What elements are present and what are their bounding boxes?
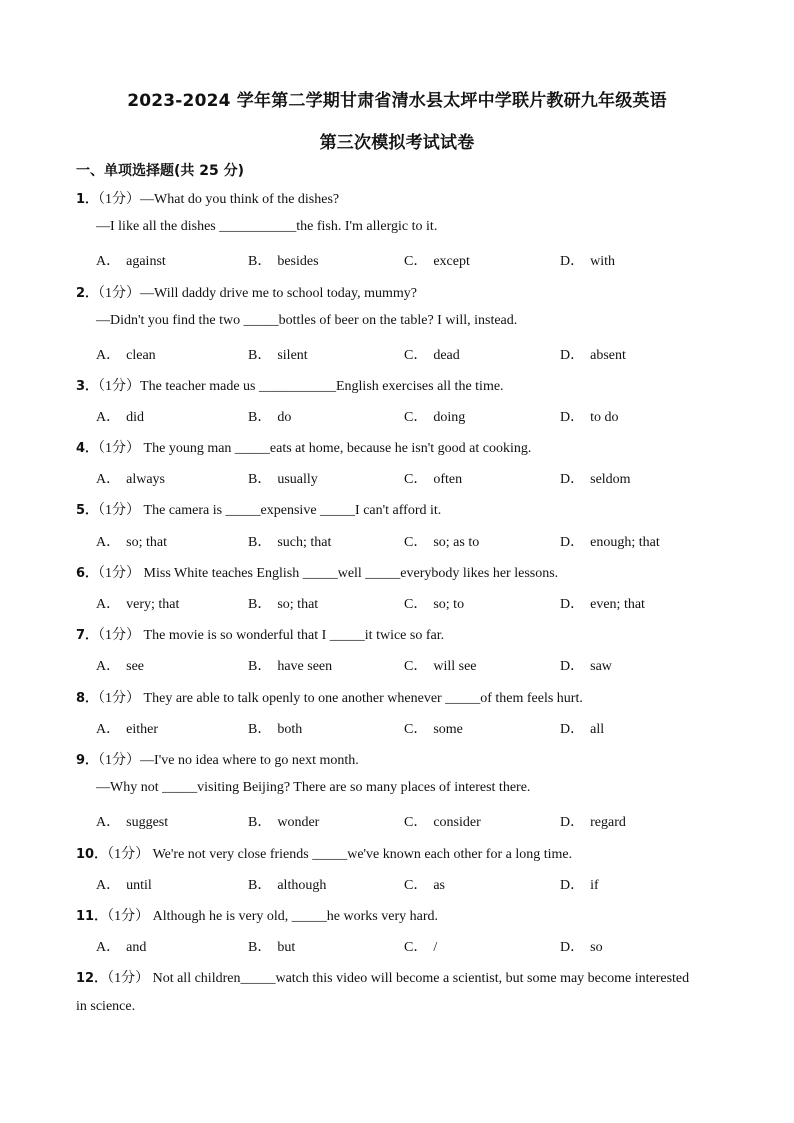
option-b: [248, 593, 318, 613]
question-text: Miss White teaches English _____well _____everybody likes her lessons.: [140, 566, 559, 581]
question-10-stem: [76, 843, 572, 863]
option-a: [96, 874, 152, 894]
option-text: although: [277, 878, 327, 893]
option-text: so; to: [433, 597, 465, 612]
question-text: They are able to talk openly to one another whenever _____of them feels hurt.: [140, 691, 583, 706]
option-label: B．: [248, 940, 272, 955]
option-label: B．: [248, 722, 272, 737]
option-label: D．: [560, 815, 585, 830]
question-5-stem: [76, 499, 441, 519]
question-text: Not all children_____watch this video will become a scientist, but some may become interested: [149, 971, 690, 986]
option-text: with: [590, 254, 616, 269]
option-text: regard: [590, 815, 626, 830]
option-label: D．: [560, 348, 585, 363]
question-number: 7．: [76, 628, 99, 643]
option-text: some: [433, 722, 463, 737]
option-text: often: [433, 472, 463, 487]
option-d: [560, 468, 631, 488]
option-text: absent: [590, 348, 626, 363]
question-text: —What do you think of the dishes?: [140, 192, 340, 207]
question-score: （1分）: [98, 691, 141, 706]
option-text: so: [590, 940, 603, 955]
question-text: —Will daddy drive me to school today, mummy?: [140, 286, 417, 301]
question-number: 11．: [76, 909, 108, 924]
option-label: C．: [404, 878, 428, 893]
option-text: /: [433, 940, 438, 955]
option-label: A．: [96, 472, 121, 487]
question-1-stem: [76, 188, 339, 208]
option-d: [560, 874, 599, 894]
exam-title-line2: 第三次模拟考试试卷: [319, 133, 475, 153]
option-a: [96, 531, 167, 551]
option-d: [560, 655, 612, 675]
option-text: enough; that: [590, 535, 660, 550]
option-label: A．: [96, 535, 121, 550]
option-label: D．: [560, 940, 585, 955]
option-a: [96, 936, 146, 956]
option-c: [404, 811, 481, 831]
question-score: （1分）: [107, 847, 150, 862]
option-text: silent: [277, 348, 308, 363]
section-heading: 一、单项选择题(共 25 分): [76, 163, 245, 179]
question-text: The teacher made us ___________English exercises all the time.: [140, 379, 504, 394]
option-label: C．: [404, 815, 428, 830]
option-text: so; that: [277, 597, 319, 612]
option-b: [248, 531, 331, 551]
option-text: will see: [433, 659, 477, 674]
option-label: B．: [248, 815, 272, 830]
option-label: C．: [404, 597, 428, 612]
question-text: Although he is very old, _____he works very hard.: [149, 909, 438, 924]
option-a: [96, 344, 156, 364]
question-2-stem: [76, 282, 417, 302]
question-6-stem: [76, 562, 558, 582]
option-text: against: [126, 254, 166, 269]
option-text: all: [590, 722, 605, 737]
question-number: 6．: [76, 566, 99, 581]
option-d: [560, 936, 603, 956]
option-c: [404, 531, 479, 551]
option-text: see: [126, 659, 145, 674]
option-text: to do: [590, 410, 619, 425]
option-b: [248, 936, 295, 956]
option-text: and: [126, 940, 147, 955]
option-d: [560, 250, 615, 270]
option-d: [560, 811, 626, 831]
question-score: （1分）: [107, 971, 150, 986]
option-a: [96, 250, 166, 270]
option-text: did: [126, 410, 145, 425]
option-d: [560, 718, 604, 738]
option-text: suggest: [126, 815, 169, 830]
question-9-line: —Why not _____visiting Beijing? There are so many places of interest there.: [96, 780, 531, 795]
question-text: The camera is _____expensive _____I can't afford it.: [140, 503, 442, 518]
question-score: （1分）: [98, 286, 141, 301]
option-text: consider: [433, 815, 481, 830]
question-9-stem: [76, 749, 359, 769]
option-text: either: [126, 722, 158, 737]
question-score: （1分）: [98, 628, 141, 643]
option-text: do: [277, 410, 292, 425]
option-label: D．: [560, 410, 585, 425]
question-score: （1分）: [98, 503, 141, 518]
option-label: C．: [404, 535, 428, 550]
question-number: 2．: [76, 286, 99, 301]
option-c: [404, 406, 465, 426]
option-d: [560, 406, 619, 426]
option-a: [96, 655, 144, 675]
option-label: D．: [560, 254, 585, 269]
question-3-stem: [76, 375, 504, 395]
option-b: [248, 874, 326, 894]
option-label: D．: [560, 722, 585, 737]
question-8-stem: [76, 687, 583, 707]
question-score: （1分）: [98, 379, 141, 394]
option-b: [248, 718, 302, 738]
question-11-stem: [76, 905, 438, 925]
option-label: C．: [404, 722, 428, 737]
option-text: such; that: [277, 535, 332, 550]
option-text: usually: [277, 472, 318, 487]
option-c: [404, 874, 445, 894]
question-number: 5．: [76, 503, 99, 518]
question-number: 12．: [76, 971, 108, 986]
option-c: [404, 936, 437, 956]
option-label: A．: [96, 878, 121, 893]
option-label: A．: [96, 815, 121, 830]
question-4-stem: [76, 437, 531, 457]
option-text: until: [126, 878, 152, 893]
question-12-line: in science.: [76, 999, 136, 1014]
option-c: [404, 593, 464, 613]
option-label: C．: [404, 254, 428, 269]
question-number: 8．: [76, 691, 99, 706]
question-score: （1分）: [98, 441, 141, 456]
option-text: both: [277, 722, 303, 737]
question-text: —I've no idea where to go next month.: [140, 753, 359, 768]
option-text: but: [277, 940, 296, 955]
option-b: [248, 468, 318, 488]
option-label: D．: [560, 597, 585, 612]
option-text: so; as to: [433, 535, 480, 550]
question-1-line: —I like all the dishes ___________the fish. I'm allergic to it.: [96, 219, 438, 234]
option-a: [96, 468, 165, 488]
option-d: [560, 531, 660, 551]
option-a: [96, 718, 158, 738]
question-number: 9．: [76, 753, 99, 768]
option-label: C．: [404, 659, 428, 674]
option-b: [248, 406, 291, 426]
option-text: if: [590, 878, 599, 893]
option-text: seldom: [590, 472, 631, 487]
option-label: C．: [404, 410, 428, 425]
question-number: 4．: [76, 441, 99, 456]
option-a: [96, 406, 144, 426]
option-label: B．: [248, 659, 272, 674]
question-score: （1分）: [98, 566, 141, 581]
question-score: （1分）: [107, 909, 150, 924]
option-text: dead: [433, 348, 460, 363]
option-text: clean: [126, 348, 156, 363]
option-label: B．: [248, 878, 272, 893]
option-label: B．: [248, 535, 272, 550]
exam-title-line1: 2023-2024 学年第二学期甘肃省清水县太坪中学联片教研九年级英语: [127, 91, 667, 111]
option-text: except: [433, 254, 470, 269]
option-label: A．: [96, 940, 121, 955]
question-2-line: —Didn't you find the two _____bottles of beer on the table? I will, instead.: [96, 313, 518, 328]
option-text: saw: [590, 659, 612, 674]
option-text: have seen: [277, 659, 333, 674]
option-text: besides: [277, 254, 319, 269]
option-b: [248, 250, 319, 270]
question-score: （1分）: [98, 192, 141, 207]
option-label: C．: [404, 348, 428, 363]
option-label: D．: [560, 535, 585, 550]
question-7-stem: [76, 624, 444, 644]
option-label: D．: [560, 472, 585, 487]
option-label: A．: [96, 348, 121, 363]
question-12-stem: [76, 967, 689, 987]
option-text: as: [433, 878, 446, 893]
question-number: 10．: [76, 847, 108, 862]
option-b: [248, 811, 319, 831]
option-c: [404, 250, 470, 270]
option-text: even; that: [590, 597, 645, 612]
option-label: B．: [248, 472, 272, 487]
question-number: 3．: [76, 379, 99, 394]
question-number: 1．: [76, 192, 99, 207]
option-label: C．: [404, 472, 428, 487]
option-text: wonder: [277, 815, 320, 830]
option-b: [248, 655, 332, 675]
option-label: A．: [96, 254, 121, 269]
option-text: doing: [433, 410, 466, 425]
option-d: [560, 593, 645, 613]
option-c: [404, 655, 477, 675]
option-d: [560, 344, 626, 364]
option-c: [404, 344, 460, 364]
question-text: We're not very close friends _____we've known each other for a long time.: [149, 847, 573, 862]
question-text: The movie is so wonderful that I _____it twice so far.: [140, 628, 445, 643]
option-text: very; that: [126, 597, 180, 612]
option-label: A．: [96, 722, 121, 737]
option-label: A．: [96, 410, 121, 425]
option-c: [404, 468, 462, 488]
option-c: [404, 718, 463, 738]
option-label: C．: [404, 940, 428, 955]
option-label: B．: [248, 410, 272, 425]
question-text: The young man _____eats at home, because he isn't good at cooking.: [140, 441, 532, 456]
option-label: D．: [560, 659, 585, 674]
question-score: （1分）: [98, 753, 141, 768]
option-a: [96, 811, 168, 831]
option-label: A．: [96, 659, 121, 674]
option-text: always: [126, 472, 166, 487]
option-label: B．: [248, 597, 272, 612]
option-label: B．: [248, 254, 272, 269]
option-a: [96, 593, 179, 613]
option-label: D．: [560, 878, 585, 893]
option-text: so; that: [126, 535, 167, 550]
option-label: A．: [96, 597, 121, 612]
option-label: B．: [248, 348, 272, 363]
option-b: [248, 344, 308, 364]
